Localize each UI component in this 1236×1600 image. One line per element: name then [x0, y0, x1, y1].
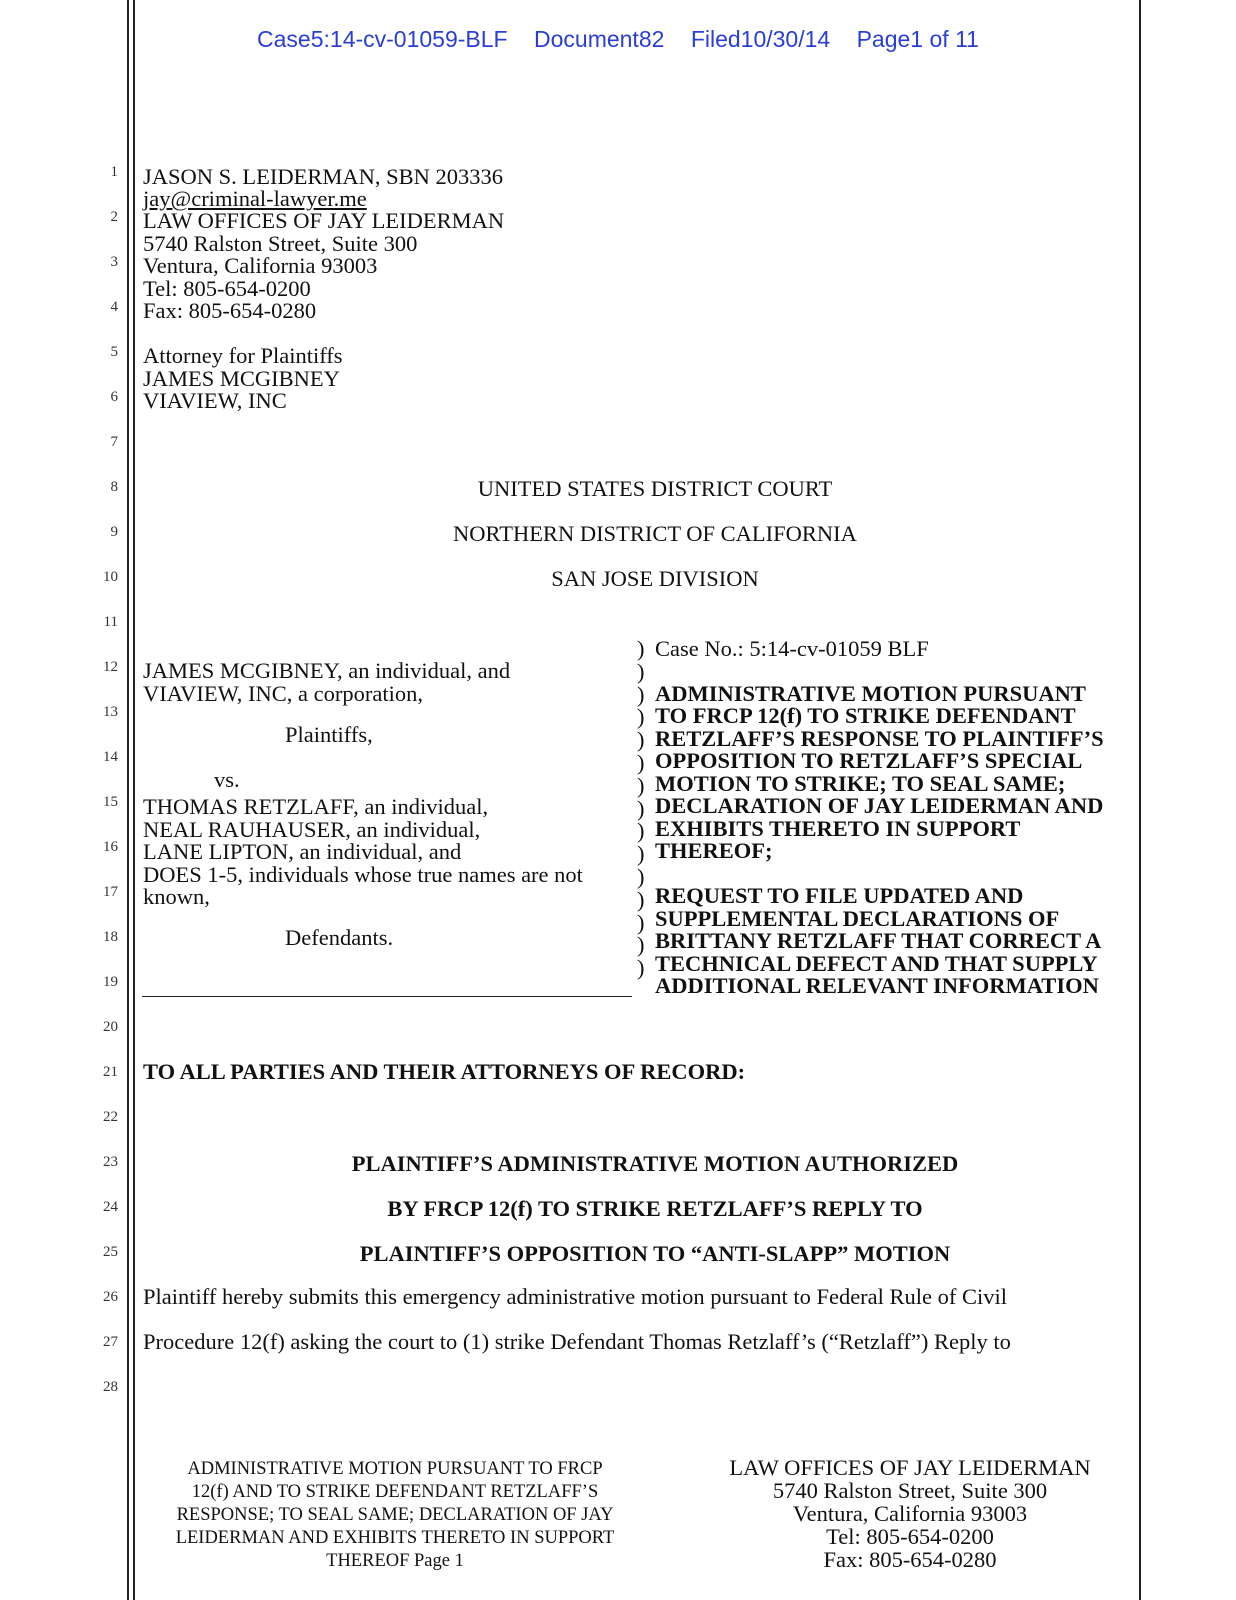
line-number: 7: [110, 434, 118, 450]
defendant-line-5: known,: [143, 884, 210, 909]
footer-firm-line: Tel: 805-654-0200: [826, 1524, 994, 1549]
client-2: VIAVIEW, INC: [143, 388, 287, 413]
header-page: Page1 of 11: [856, 26, 979, 52]
header-filed: Filed10/30/14: [690, 26, 831, 52]
line-number: 4: [110, 299, 118, 315]
attorney-role: Attorney for Plaintiffs: [143, 343, 343, 368]
body-paragraph-line-2: Procedure 12(f) asking the court to (1) strike Defendant Thomas Retzlaff’s (“Retzlaff”) Reply to: [143, 1329, 1011, 1354]
header-document: Document82: [534, 26, 665, 52]
client-1: JAMES MCGIBNEY: [143, 366, 340, 391]
footer-firm-line: LAW OFFICES OF JAY LEIDERMAN: [729, 1455, 1091, 1480]
line-number: 26: [103, 1289, 118, 1305]
line-number: 27: [103, 1334, 118, 1350]
line-number: 18: [103, 929, 118, 945]
case-number: Case No.: 5:14-cv-01059 BLF: [655, 636, 929, 661]
line-number: 8: [110, 479, 118, 495]
line-number: 2: [110, 209, 118, 225]
section-heading-line-3: PLAINTIFF’S OPPOSITION TO “ANTI-SLAPP” MOTION: [359, 1241, 951, 1266]
line-number: 19: [103, 974, 118, 990]
motion-title-line: DECLARATION OF JAY LEIDERMAN AND: [655, 793, 1104, 818]
footer-firm-address: [700, 1456, 1120, 1571]
footer-document-title: [140, 1458, 650, 1573]
attorney-firm: LAW OFFICES OF JAY LEIDERMAN: [143, 208, 505, 233]
versus: vs.: [214, 767, 240, 792]
request-title-line: TECHNICAL DEFECT AND THAT SUPPLY: [655, 951, 1098, 976]
attorney-name: JASON S. LEIDERMAN, SBN 203336: [143, 164, 504, 189]
email-link[interactable]: jay@criminal-lawyer.me: [143, 186, 367, 211]
salutation: TO ALL PARTIES AND THEIR ATTORNEYS OF RECORD:: [143, 1059, 746, 1084]
header-case: Case5:14-cv-01059-BLF: [257, 26, 508, 52]
plaintiffs-line-2: VIAVIEW, INC, a corporation,: [143, 681, 423, 706]
line-number: 12: [103, 659, 118, 675]
footer-firm-line: 5740 Ralston Street, Suite 300: [772, 1478, 1048, 1503]
footer-title-line: LEIDERMAN AND EXHIBITS THERETO IN SUPPORT: [175, 1528, 615, 1548]
line-number: 6: [110, 389, 118, 405]
plaintiffs-label: Plaintiffs,: [285, 722, 373, 747]
request-title-line: BRITTANY RETZLAFF THAT CORRECT A: [655, 928, 1102, 953]
line-number: 14: [103, 749, 118, 765]
section-heading-line-2: BY FRCP 12(f) TO STRIKE RETZLAFF’S REPLY TO: [387, 1196, 923, 1221]
defendants-label: Defendants.: [285, 925, 394, 950]
line-number: 17: [103, 884, 118, 900]
line-number: 10: [103, 569, 118, 585]
line-number: 16: [103, 839, 118, 855]
defendant-line-4: DOES 1-5, individuals whose true names are not: [143, 862, 583, 887]
line-number: 3: [110, 254, 118, 270]
defendant-line-3: LANE LIPTON, an individual, and: [143, 839, 462, 864]
motion-title-line: RETZLAFF’S RESPONSE TO PLAINTIFF’S: [655, 726, 1104, 751]
court-division: SAN JOSE DIVISION: [551, 566, 759, 591]
footer-firm-line: Fax: 805-654-0280: [823, 1547, 997, 1572]
motion-title-line: EXHIBITS THERETO IN SUPPORT: [655, 816, 1021, 841]
defendant-line-2: NEAL RAUHAUSER, an individual,: [143, 817, 481, 842]
left-margin-rule-inner: [133, 0, 135, 1600]
line-number: 9: [110, 524, 118, 540]
attorney-city: Ventura, California 93003: [143, 253, 378, 278]
right-margin-rule: [1139, 0, 1141, 1600]
line-number: 21: [103, 1064, 118, 1080]
attorney-fax: Fax: 805-654-0280: [143, 298, 317, 323]
request-title-line: SUPPLEMENTAL DECLARATIONS OF: [655, 906, 1060, 931]
request-title-line: REQUEST TO FILE UPDATED AND: [655, 883, 1024, 908]
footer-title-line: RESPONSE; TO SEAL SAME; DECLARATION OF JAY: [176, 1505, 614, 1525]
court-name: UNITED STATES DISTRICT COURT: [477, 476, 833, 501]
line-number: 1: [110, 164, 118, 180]
section-heading-line-1: PLAINTIFF’S ADMINISTRATIVE MOTION AUTHORIZED: [351, 1151, 959, 1176]
line-number: 20: [103, 1019, 118, 1035]
caption-rule: [142, 996, 632, 997]
motion-title-line: OPPOSITION TO RETZLAFF’S SPECIAL: [655, 748, 1083, 773]
plaintiffs-line-1: JAMES MCGIBNEY, an individual, and: [143, 658, 511, 683]
footer-title-line: ADMINISTRATIVE MOTION PURSUANT TO FRCP: [187, 1459, 603, 1479]
motion-title-line: TO FRCP 12(f) TO STRIKE DEFENDANT: [655, 703, 1076, 728]
left-margin-rule-outer: [127, 0, 129, 1600]
footer-firm-line: Ventura, California 93003: [792, 1501, 1028, 1526]
ecf-header: [0, 26, 1236, 53]
motion-title-line: ADMINISTRATIVE MOTION PURSUANT: [655, 681, 1086, 706]
footer-title-line: THEREOF Page 1: [326, 1551, 464, 1571]
line-number: 24: [103, 1199, 118, 1215]
court-district: NORTHERN DISTRICT OF CALIFORNIA: [453, 521, 857, 546]
motion-title-line: THEREOF;: [655, 838, 773, 863]
line-number: 28: [103, 1379, 118, 1395]
line-number: 22: [103, 1109, 118, 1125]
line-number: 25: [103, 1244, 118, 1260]
motion-title-line: MOTION TO STRIKE; TO SEAL SAME;: [655, 771, 1066, 796]
line-number: 23: [103, 1154, 118, 1170]
defendant-line-1: THOMAS RETZLAFF, an individual,: [143, 794, 489, 819]
line-number: 11: [103, 614, 118, 630]
caption-parentheses: ) ) ) ) ) ) ) ) ) ) ) ) ) ) ): [637, 636, 645, 981]
attorney-tel: Tel: 805-654-0200: [143, 276, 311, 301]
attorney-street: 5740 Ralston Street, Suite 300: [143, 231, 418, 256]
line-number: 13: [103, 704, 118, 720]
line-number: 5: [110, 344, 118, 360]
body-paragraph-line-1: Plaintiff hereby submits this emergency administrative motion pursuant to Federal Rule of Civil: [143, 1284, 1008, 1309]
request-title-line: ADDITIONAL RELEVANT INFORMATION: [655, 973, 1099, 998]
footer-title-line: 12(f) AND TO STRIKE DEFENDANT RETZLAFF’S: [191, 1482, 599, 1502]
line-number: 15: [103, 794, 118, 810]
